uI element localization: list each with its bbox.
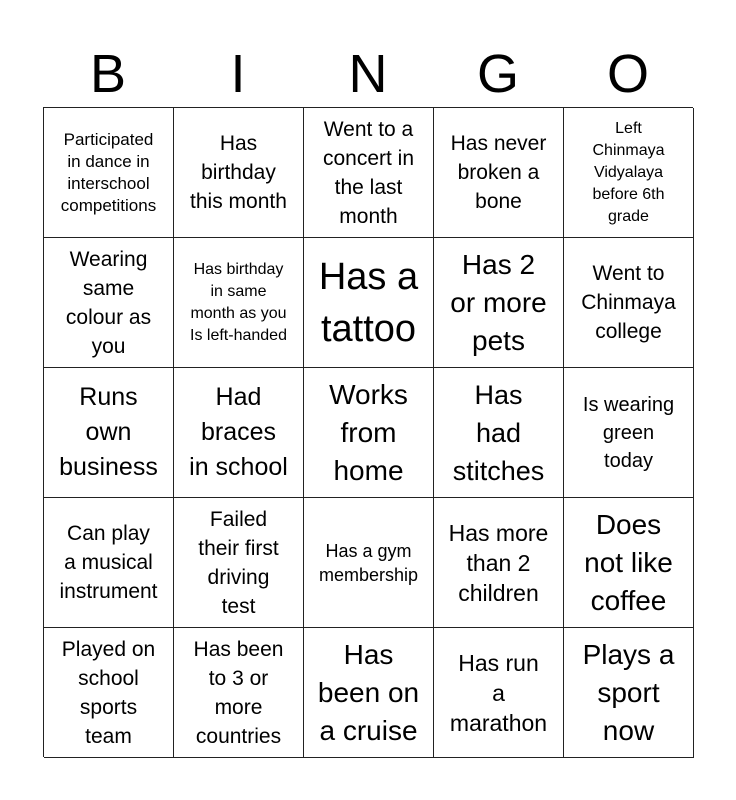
bingo-cell[interactable] — [434, 628, 564, 758]
bingo-cell[interactable] — [304, 498, 434, 628]
cell-text: Has birthday in same month as you Is left-handed — [190, 260, 287, 344]
cell-text: Left Chinmaya Vidyalaya before 6th grade — [592, 119, 665, 225]
cell-text: Plays a sport now — [582, 638, 675, 746]
bingo-cell[interactable] — [174, 628, 304, 758]
bingo-cell[interactable] — [304, 238, 434, 368]
bingo-cell[interactable] — [564, 368, 694, 498]
header-letter-n: N — [348, 44, 388, 104]
bingo-cell[interactable] — [434, 498, 564, 628]
bingo-header — [43, 40, 693, 108]
bingo-cell[interactable] — [564, 238, 694, 368]
bingo-cell[interactable] — [434, 108, 564, 238]
bingo-cell[interactable] — [44, 368, 174, 498]
header-letter-o: O — [606, 44, 649, 104]
bingo-cell[interactable] — [44, 628, 174, 758]
bingo-cell[interactable] — [564, 498, 694, 628]
cell-text: Has a tattoo — [318, 255, 419, 350]
bingo-board — [43, 107, 693, 757]
bingo-cell[interactable] — [44, 108, 174, 238]
cell-text: Has more than 2 children — [448, 519, 549, 606]
header-letter-g: G — [476, 44, 519, 104]
cell-text: Went to a concert in the last month — [322, 117, 415, 228]
bingo-cell[interactable] — [434, 368, 564, 498]
cell-text: Has been on a cruise — [317, 638, 420, 746]
cell-text: Does not like coffee — [584, 508, 673, 616]
cell-text: Had braces in school — [189, 383, 288, 481]
cell-text: Has birthday this month — [190, 132, 287, 213]
cell-text: Participated in dance in interschool competitions — [60, 129, 157, 215]
header-letter-b: B — [89, 44, 127, 104]
bingo-cell[interactable] — [174, 238, 304, 368]
bingo-cell[interactable] — [304, 368, 434, 498]
cell-text: Went to Chinmaya college — [581, 262, 676, 343]
cell-text: Works from home — [329, 378, 408, 486]
bingo-cell[interactable] — [44, 238, 174, 368]
bingo-cell[interactable] — [44, 498, 174, 628]
cell-text: Has run a marathon — [449, 649, 548, 736]
cell-text: Has 2 or more pets — [450, 248, 547, 356]
cell-text: Has a gym membership — [318, 540, 419, 585]
cell-text: Is wearing green today — [582, 393, 675, 472]
bingo-cell[interactable] — [564, 108, 694, 238]
cell-text: Runs own business — [59, 383, 158, 481]
bingo-cell[interactable] — [174, 498, 304, 628]
cell-text: Has had stitches — [452, 379, 545, 486]
bingo-cell[interactable] — [174, 108, 304, 238]
bingo-cell[interactable] — [564, 628, 694, 758]
cell-text: Can play a musical instrument — [59, 522, 158, 603]
cell-text: Wearing same colour as you — [65, 247, 152, 358]
bingo-cell[interactable] — [304, 628, 434, 758]
bingo-cell[interactable] — [174, 368, 304, 498]
bingo-cell[interactable] — [434, 238, 564, 368]
bingo-cell[interactable] — [304, 108, 434, 238]
cell-text: Has never broken a bone — [450, 132, 547, 213]
cell-text: Failed their first driving test — [198, 507, 279, 618]
cell-text: Played on school sports team — [61, 637, 156, 748]
cell-text: Has been to 3 or more countries — [193, 637, 284, 748]
header-letter-i: I — [230, 44, 246, 104]
